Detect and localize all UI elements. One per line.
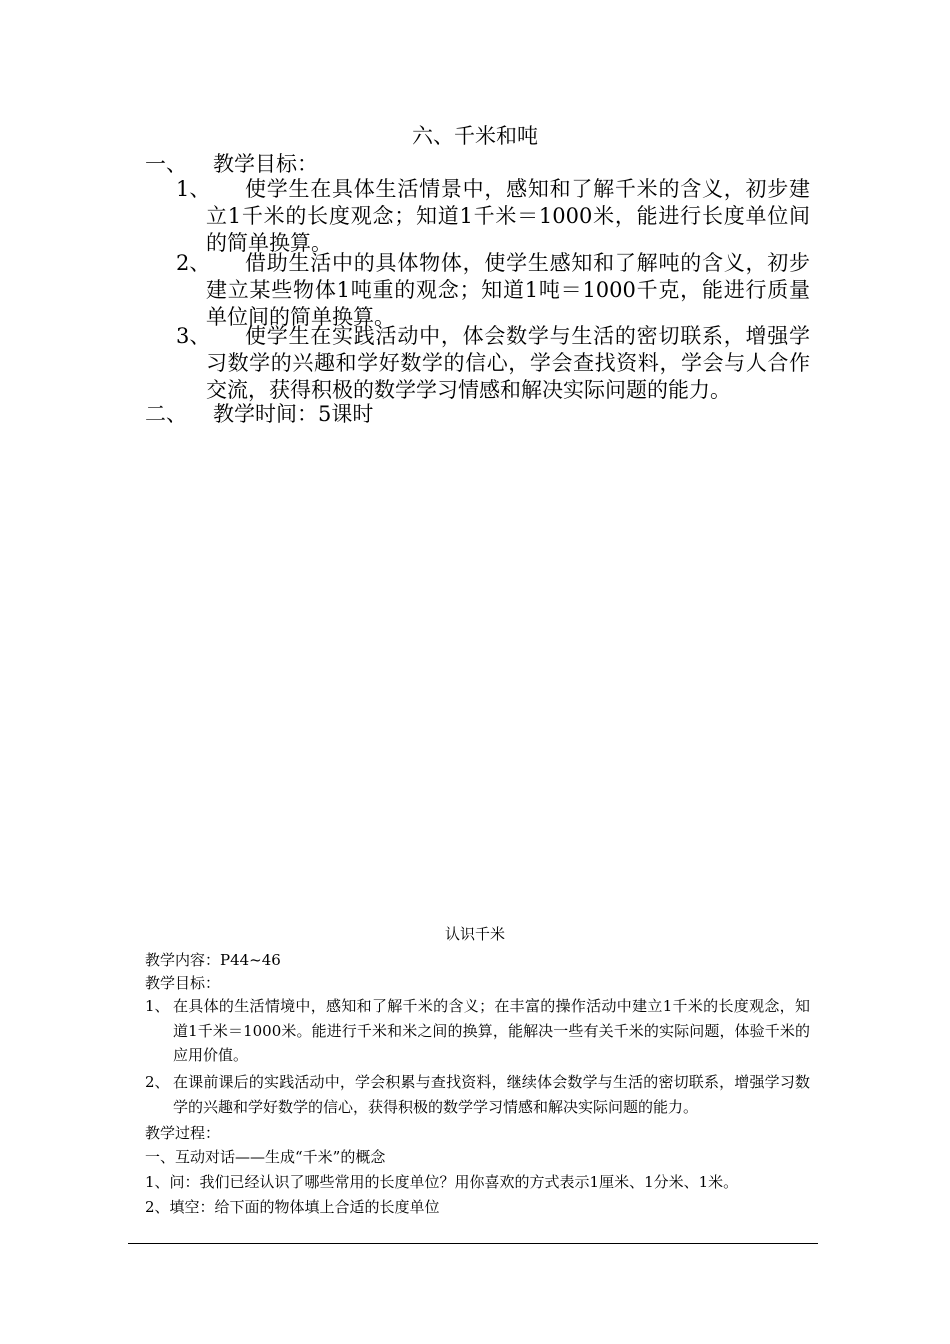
goal-number: 3、: [176, 324, 211, 348]
step-item-1: 1、问：我们已经认识了哪些常用的长度单位？用你喜欢的方式表示1厘米、1分米、1米。: [145, 1173, 739, 1191]
goal-text: 使学生在实践活动中，体会数学与生活的密切联系，增强学习数学的兴趣和学好数学的信心，学会查找资料，学会与人合作交流，获得积极的数学学习情感和解决实际问题的能力。: [206, 324, 810, 402]
heading-number: 一、: [145, 152, 187, 176]
unit-title: 六、千米和吨: [412, 124, 538, 148]
heading-teaching-goals: [145, 150, 318, 178]
teaching-content-line: 教学内容：P44~46: [145, 951, 281, 969]
goal-number: 2、: [145, 1073, 170, 1091]
goal-number: 1、: [176, 177, 211, 201]
step-item-2: 2、填空：给下面的物体填上合适的长度单位: [145, 1198, 440, 1216]
footer-rule: [128, 1243, 818, 1244]
heading-number: 二、: [145, 402, 187, 426]
heading-label: 教学目标：: [213, 152, 318, 176]
goal-item-3: [176, 323, 810, 404]
lesson-goal-item-2: [145, 1070, 810, 1119]
goal-item-1: [176, 176, 810, 257]
lesson-title: 认识千米: [444, 925, 505, 943]
goal-number: 1、: [145, 997, 170, 1015]
lesson-goal-item-1: [145, 994, 810, 1068]
goal-text: 借助生活中的具体物体，使学生感知和了解吨的含义，初步建立某些物体1吨重的观念；知道1吨＝1000千克，能进行质量单位间的简单换算。: [206, 251, 810, 329]
teaching-process-heading: 教学过程：: [145, 1124, 221, 1142]
goal-text: 在具体的生活情境中，感知和了解千米的含义；在丰富的操作活动中建立1千米的长度观念，知道1千米＝1000米。能进行千米和米之间的换算，能解决一些有关千米的实际问题，体验千米的应用价值。: [173, 997, 810, 1064]
heading-teaching-time: [145, 400, 373, 428]
goal-number: 2、: [176, 251, 211, 275]
teaching-goals-heading: 教学目标：: [145, 974, 221, 992]
goal-text: 在课前课后的实践活动中，学会积累与查找资料，继续体会数学与生活的密切联系，增强学习数学的兴趣和学好数学的信心，获得积极的数学学习情感和解决实际问题的能力。: [173, 1073, 810, 1116]
goal-text: 使学生在具体生活情景中，感知和了解千米的含义，初步建立1千米的长度观念；知道1千米＝1000米，能进行长度单位间的简单换算。: [206, 177, 810, 255]
step-heading: 一、互动对话——生成“千米”的概念: [145, 1148, 386, 1166]
heading-label: 教学时间：5课时: [213, 402, 374, 426]
goal-item-2: [176, 250, 810, 331]
